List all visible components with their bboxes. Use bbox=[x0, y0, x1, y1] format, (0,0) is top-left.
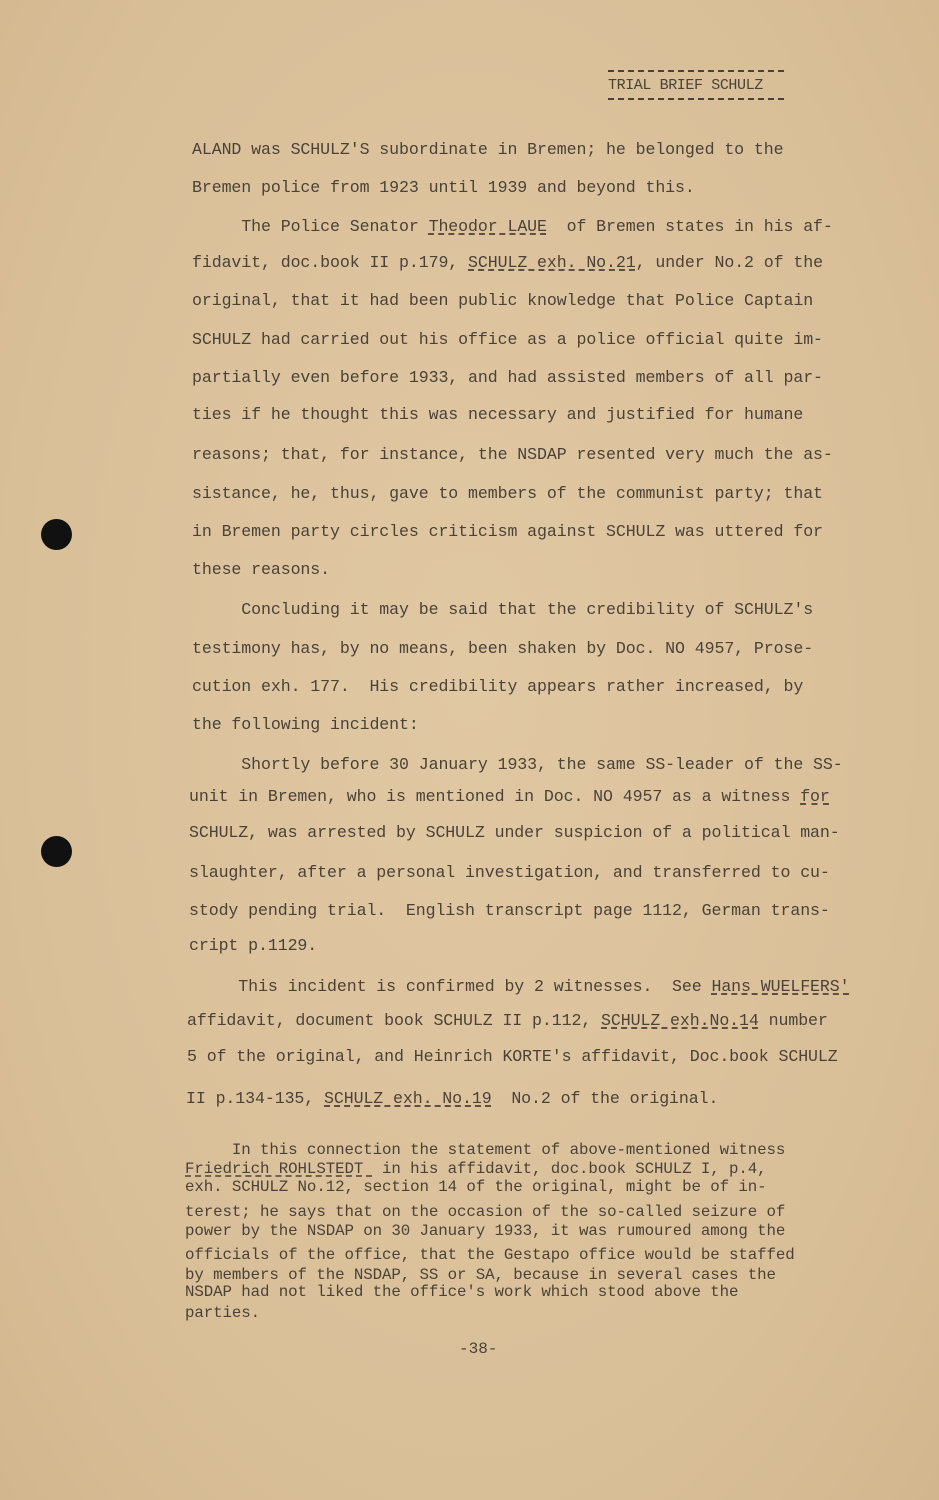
text-segment: 5 of the original, and Heinrich KORTE's affidavit, Doc.book SCHULZ bbox=[187, 1047, 838, 1066]
text-line bbox=[189, 901, 830, 920]
text-line bbox=[192, 217, 833, 236]
text-line bbox=[187, 1047, 838, 1066]
text-line bbox=[185, 1203, 785, 1221]
text-line bbox=[189, 977, 849, 996]
text-line bbox=[185, 1222, 785, 1240]
text-segment: Concluding it may be said that the credibility of SCHULZ's bbox=[192, 600, 814, 619]
underlined-reference: Hans WUELFERS' bbox=[711, 977, 850, 996]
text-line bbox=[192, 755, 843, 774]
page-number: -38- bbox=[459, 1340, 498, 1358]
text-segment: in his affidavit, doc.book SCHULZ I, p.4, bbox=[372, 1160, 767, 1178]
text-line bbox=[185, 1283, 738, 1301]
text-segment: ties if he thought this was necessary and justified for humane bbox=[192, 405, 804, 424]
text-line bbox=[187, 1011, 828, 1030]
underlined-reference: Friedrich ROHLSTEDT bbox=[185, 1160, 373, 1178]
text-segment: parties. bbox=[185, 1304, 261, 1322]
text-line bbox=[189, 787, 830, 806]
text-segment: stody pending trial. English transcript page 1112, German trans- bbox=[189, 901, 830, 920]
text-line bbox=[192, 560, 330, 579]
text-segment: partially even before 1933, and had assisted members of all par- bbox=[192, 368, 823, 387]
text-line bbox=[192, 600, 813, 619]
text-line bbox=[192, 715, 419, 734]
header-block bbox=[608, 70, 784, 100]
underlined-reference: Theodor LAUE bbox=[428, 217, 547, 236]
text-segment: , under No.2 of the bbox=[635, 253, 823, 272]
text-segment: No.2 of the original. bbox=[491, 1089, 719, 1108]
text-segment: The Police Senator bbox=[192, 217, 429, 236]
text-line bbox=[192, 291, 813, 310]
text-line bbox=[186, 1089, 718, 1108]
header-rule-bottom bbox=[608, 98, 784, 100]
text-segment: officials of the office, that the Gestapo office would be staffed bbox=[185, 1246, 795, 1264]
text-line bbox=[192, 405, 803, 424]
text-line bbox=[192, 639, 813, 658]
text-segment: these reasons. bbox=[192, 560, 331, 579]
underlined-reference: SCHULZ exh.No.14 bbox=[601, 1011, 759, 1030]
text-segment: SCHULZ, was arrested by SCHULZ under suspicion of a political man- bbox=[189, 823, 840, 842]
text-segment: exh. SCHULZ No.12, section 14 of the original, might be of in- bbox=[185, 1178, 767, 1196]
text-segment: SCHULZ had carried out his office as a police official quite im- bbox=[192, 330, 823, 349]
text-segment: II p.134-135, bbox=[186, 1089, 325, 1108]
text-segment: original, that it had been public knowledge that Police Captain bbox=[192, 291, 814, 310]
underlined-reference: SCHULZ exh. No.21 bbox=[468, 253, 636, 272]
text-segment: cript p.1129. bbox=[189, 936, 318, 955]
text-segment: cution exh. 177. His credibility appears rather increased, by bbox=[192, 677, 804, 696]
text-segment: This incident is confirmed by 2 witnesses. See bbox=[189, 977, 712, 996]
text-segment: number bbox=[758, 1011, 828, 1030]
text-segment: the following incident: bbox=[192, 715, 419, 734]
header-title: TRIAL BRIEF SCHULZ bbox=[608, 77, 763, 94]
text-line bbox=[192, 253, 823, 272]
text-line bbox=[185, 1160, 767, 1178]
text-line bbox=[189, 863, 830, 882]
text-line bbox=[192, 140, 783, 159]
punch-hole bbox=[41, 836, 72, 867]
underlined-reference: for bbox=[800, 787, 830, 806]
text-line bbox=[185, 1246, 795, 1264]
text-segment: slaughter, after a personal investigation, and transferred to cu- bbox=[189, 863, 830, 882]
text-line bbox=[192, 178, 695, 197]
text-segment: testimony has, by no means, been shaken by Doc. NO 4957, Prose- bbox=[192, 639, 814, 658]
text-segment: terest; he says that on the occasion of the so-called seizure of bbox=[185, 1203, 786, 1221]
text-segment: power by the NSDAP on 30 January 1933, it was rumoured among the bbox=[185, 1222, 786, 1240]
text-segment: by members of the NSDAP, SS or SA, because in several cases the bbox=[185, 1266, 776, 1284]
text-line bbox=[192, 484, 823, 503]
text-segment: affidavit, document book SCHULZ II p.112, bbox=[187, 1011, 602, 1030]
text-segment: Bremen police from 1923 until 1939 and beyond this. bbox=[192, 178, 695, 197]
text-line bbox=[185, 1141, 785, 1159]
text-line bbox=[185, 1178, 767, 1196]
text-segment: NSDAP had not liked the office's work which stood above the bbox=[185, 1283, 739, 1301]
text-segment: unit in Bremen, who is mentioned in Doc. NO 4957 as a witness bbox=[189, 787, 801, 806]
text-line bbox=[192, 677, 803, 696]
text-line bbox=[185, 1304, 260, 1322]
text-line bbox=[192, 522, 823, 541]
text-line bbox=[185, 1266, 776, 1284]
text-line bbox=[192, 445, 833, 464]
text-segment: in Bremen party circles criticism against SCHULZ was uttered for bbox=[192, 522, 823, 541]
text-segment: ALAND was SCHULZ'S subordinate in Bremen; he belonged to the bbox=[192, 140, 784, 159]
text-line bbox=[189, 823, 840, 842]
text-segment: sistance, he, thus, gave to members of the communist party; that bbox=[192, 484, 823, 503]
text-line bbox=[192, 368, 823, 387]
text-segment: of Bremen states in his af- bbox=[546, 217, 833, 236]
text-segment: fidavit, doc.book II p.179, bbox=[192, 253, 469, 272]
text-segment: Shortly before 30 January 1933, the same SS-leader of the SS- bbox=[192, 755, 843, 774]
text-segment: In this connection the statement of above-mentioned witness bbox=[185, 1141, 786, 1159]
text-segment: reasons; that, for instance, the NSDAP resented very much the as- bbox=[192, 445, 833, 464]
text-line bbox=[192, 330, 823, 349]
text-line bbox=[189, 936, 317, 955]
punch-hole bbox=[41, 519, 72, 550]
underlined-reference: SCHULZ exh. No.19 bbox=[324, 1089, 492, 1108]
